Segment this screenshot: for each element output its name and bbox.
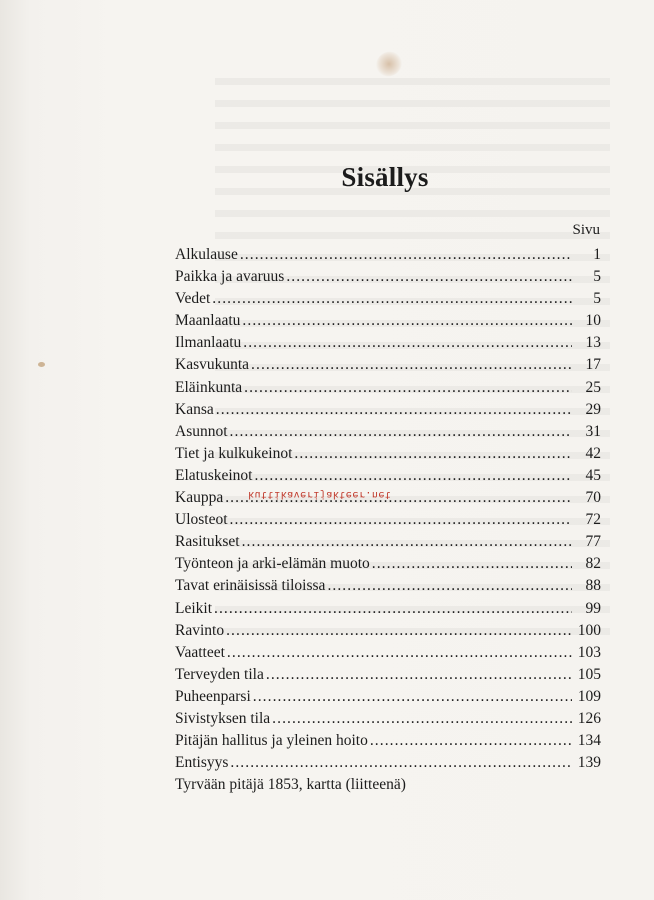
toc-entry — [175, 620, 601, 642]
toc-entry-label: Leikit — [175, 599, 213, 617]
toc-entry-page: 103 — [577, 643, 601, 661]
dot-leader — [230, 752, 572, 774]
dot-leader — [253, 686, 572, 708]
dot-leader — [226, 620, 572, 642]
toc-entry-page: 70 — [585, 489, 601, 507]
toc-entry-label: Tavat erinäisissä tiloissa — [175, 577, 326, 595]
dot-leader — [216, 399, 572, 421]
mirrored-stamp: kuttikaverijakteer.net — [248, 489, 392, 500]
toc-entry-label: Vaatteet — [175, 643, 225, 661]
toc-entry — [175, 553, 601, 575]
toc-entry-label: Sivistyksen tila — [175, 709, 271, 727]
toc-entry — [175, 642, 601, 664]
toc-entry-label: Ulosteot — [175, 511, 228, 529]
toc-entry-page: 31 — [585, 422, 601, 440]
toc-entry-page: 88 — [585, 577, 601, 595]
toc-entry-page: 13 — [585, 334, 601, 352]
toc-entry-label: Kauppa — [175, 489, 224, 507]
toc-entry-label: Entisyys — [175, 754, 229, 772]
toc-entry — [175, 752, 601, 774]
toc-entry-page: 139 — [577, 754, 601, 772]
toc-entry — [175, 575, 601, 597]
toc-entry-page: 10 — [585, 312, 601, 330]
toc-entry-label: Alkulause — [175, 246, 238, 263]
toc-entry-label: Puheenparsi — [175, 687, 251, 705]
toc-entry-label: Maanlaatu — [175, 312, 241, 330]
toc-entry — [175, 664, 601, 686]
toc-entry — [175, 354, 601, 376]
dot-leader — [230, 509, 572, 531]
toc-entry-page: 5 — [593, 268, 601, 286]
toc-entry — [175, 421, 601, 443]
toc-entry-label: Asunnot — [175, 422, 228, 440]
toc-entry-page: 100 — [577, 621, 601, 639]
toc-entry-page: 134 — [577, 732, 601, 750]
toc-entry-label: Ravinto — [175, 621, 225, 639]
toc-entry-label: Elatuskeinot — [175, 466, 253, 484]
toc-entry-label: Pitäjän hallitus ja yleinen hoito — [175, 732, 368, 750]
toc-entry-page: 29 — [585, 400, 601, 418]
dot-leader — [327, 575, 572, 597]
dot-leader — [251, 354, 572, 376]
stain-dot — [38, 362, 45, 367]
toc-entry-page: 5 — [593, 290, 601, 308]
dot-leader — [370, 730, 572, 752]
dot-leader — [294, 443, 572, 465]
toc-entry — [175, 266, 601, 288]
toc-entry-label: Työnteon ja arki-elämän muoto — [175, 555, 370, 573]
toc-entry-label: Kasvukunta — [175, 356, 250, 374]
dot-leader — [255, 465, 573, 487]
stain-mark — [372, 47, 407, 81]
toc-entry-label: Kansa — [175, 400, 214, 418]
toc-entry-label: Ilmanlaatu — [175, 334, 242, 352]
page-title: Sisällys — [341, 162, 429, 192]
toc-entry-label: Vedet — [175, 290, 211, 308]
toc-entry-page: 126 — [577, 709, 601, 727]
dot-leader — [286, 266, 572, 288]
toc-entry — [175, 465, 601, 487]
toc-final-line — [175, 774, 601, 796]
toc-entry-page: 99 — [585, 599, 601, 617]
toc-entry — [175, 244, 601, 266]
dot-leader — [214, 598, 572, 620]
toc-entry-page: 45 — [585, 466, 601, 484]
dot-leader — [266, 664, 572, 686]
toc-entry — [175, 288, 601, 310]
dot-leader — [272, 708, 572, 730]
toc-entry-label: Paikka ja avaruus — [175, 268, 285, 286]
toc-entry — [175, 531, 601, 553]
toc-entry — [175, 377, 601, 399]
toc-entry — [175, 730, 601, 752]
toc-entry-page: 17 — [585, 356, 601, 374]
toc-entry-page: 77 — [585, 533, 601, 551]
toc-entry-page: 82 — [585, 555, 601, 573]
toc-final-label: Tyrvään pitäjä 1853, kartta (liitteenä) — [175, 776, 406, 794]
toc-entry-page: 25 — [585, 378, 601, 396]
toc-entry-label: Tiet ja kulkukeinot — [175, 444, 293, 462]
dot-leader — [243, 332, 572, 354]
dot-leader — [372, 553, 572, 575]
dot-leader — [244, 377, 572, 399]
page-column-header: Sivu — [572, 222, 600, 238]
toc-entry — [175, 686, 601, 708]
toc-entry — [175, 310, 601, 332]
toc-entry-page: 72 — [585, 511, 601, 529]
table-of-contents — [175, 244, 601, 796]
toc-entry — [175, 598, 601, 620]
dot-leader — [227, 642, 572, 664]
dot-leader — [242, 531, 572, 553]
toc-entry — [175, 509, 601, 531]
toc-entry-page: 105 — [577, 665, 601, 683]
toc-entry — [175, 332, 601, 354]
toc-entry-page: 109 — [577, 687, 601, 705]
toc-entry-label: Rasitukset — [175, 533, 240, 551]
toc-entry-label: Eläinkunta — [175, 378, 243, 396]
dot-leader — [230, 421, 572, 443]
toc-entry — [175, 399, 601, 421]
dot-leader — [242, 310, 572, 332]
toc-entry-page: 42 — [585, 444, 601, 462]
dot-leader — [240, 244, 572, 266]
toc-entry-label: Terveyden tila — [175, 665, 264, 683]
toc-entry-page: 1 — [593, 246, 601, 263]
toc-entry — [175, 708, 601, 730]
toc-entry — [175, 443, 601, 465]
dot-leader — [212, 288, 572, 310]
